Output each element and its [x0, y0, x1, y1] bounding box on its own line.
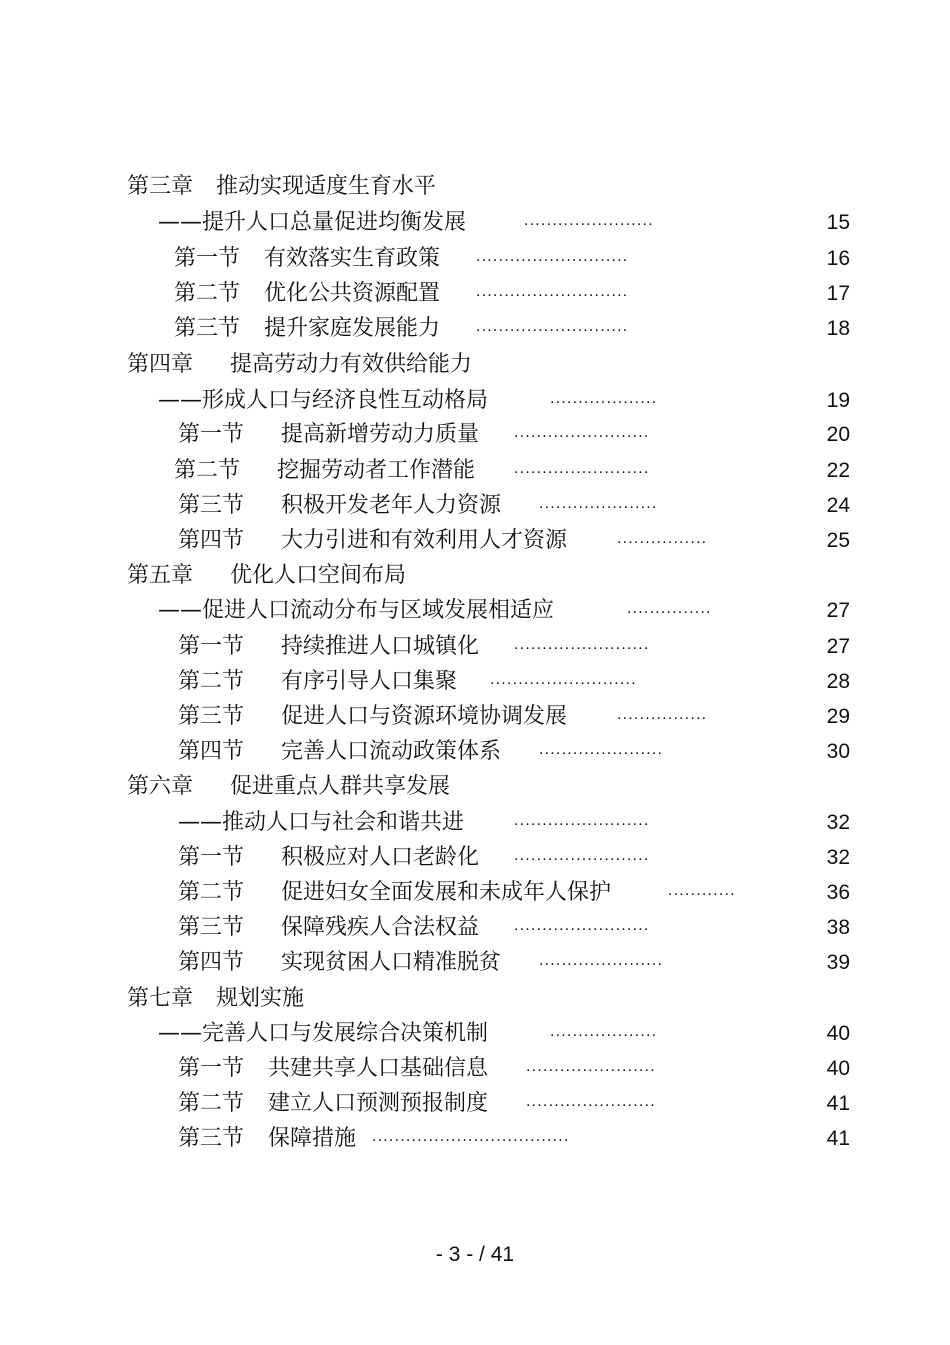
toc-page-number: 29 — [826, 705, 850, 728]
toc-dot-leader: ........................... — [476, 248, 629, 265]
toc-dot-leader: ................................... — [372, 1128, 570, 1145]
toc-entry-number: 第二节 — [174, 281, 241, 306]
toc-dot-leader: ............ — [668, 882, 736, 899]
toc-entry-title: 有序引导人口集聚 — [281, 669, 458, 694]
toc-entry-number: 第三节 — [178, 1126, 245, 1151]
toc-entry-title: 优化公共资源配置 — [264, 281, 441, 306]
toc-dot-leader: ....................... — [524, 212, 654, 229]
toc-entry-number: 第二节 — [178, 880, 245, 905]
toc-dot-leader: ................... — [550, 1023, 658, 1040]
toc-entry-title: 有效落实生育政策 — [264, 246, 441, 271]
toc-dot-leader: ....................... — [526, 1058, 656, 1075]
toc-entry-number: 第三节 — [178, 915, 245, 940]
toc-entry-number: 第三节 — [178, 704, 245, 729]
toc-dot-leader: ....................... — [526, 1093, 656, 1110]
toc-entry-section[interactable] — [0, 1122, 950, 1156]
toc-entry-title: 保障措施 — [268, 1126, 357, 1151]
toc-dot-leader: ............... — [627, 600, 712, 617]
toc-page-number: 22 — [826, 459, 850, 482]
toc-page-number: 19 — [826, 389, 850, 412]
toc-entry-chapter[interactable] — [0, 770, 950, 804]
toc-page-number: 17 — [826, 282, 850, 305]
toc-dot-leader: ...................... — [539, 741, 664, 758]
toc-entry-chapter[interactable] — [0, 170, 950, 204]
toc-entry-number: 第一节 — [178, 634, 245, 659]
toc-entry-title: 实现贫困人口精准脱贫 — [281, 950, 502, 975]
toc-entry-number: 第一节 — [178, 845, 245, 870]
toc-entry-number: 第三节 — [174, 316, 241, 341]
toc-entry-title: 提高劳动力有效供给能力 — [230, 352, 473, 377]
toc-page-number: 16 — [826, 247, 850, 270]
toc-dot-leader: ........................... — [476, 283, 629, 300]
toc-entry-title: 大力引进和有效利用人才资源 — [281, 528, 568, 553]
toc-page-number: 41 — [826, 1092, 850, 1115]
toc-entry-section[interactable] — [0, 1052, 950, 1086]
toc-dot-leader: .......................... — [490, 671, 637, 688]
toc-page-number: 24 — [826, 494, 850, 517]
toc-entry-sub[interactable] — [0, 206, 950, 240]
toc-entry-number: 第一节 — [178, 422, 245, 447]
toc-entry-number: 第三节 — [178, 493, 245, 518]
toc-entry-section[interactable] — [0, 524, 950, 558]
toc-entry-section[interactable] — [0, 1087, 950, 1121]
toc-entry-number: 第四节 — [178, 528, 245, 553]
toc-entry-section[interactable] — [0, 876, 950, 910]
toc-entry-title: ——促进人口流动分布与区域发展相适应 — [158, 598, 555, 623]
toc-entry-title: ——提升人口总量促进均衡发展 — [158, 210, 467, 235]
toc-entry-section[interactable] — [0, 841, 950, 875]
toc-entry-number: 第一节 — [174, 246, 241, 271]
toc-dot-leader: ................ — [617, 530, 708, 547]
toc-entry-number: 第六章 — [127, 774, 194, 799]
toc-page-number: 27 — [826, 599, 850, 622]
toc-entry-title: 共建共享人口基础信息 — [268, 1056, 489, 1081]
toc-entry-number: 第五章 — [127, 563, 194, 588]
toc-page-number: 32 — [826, 846, 850, 869]
toc-dot-leader: ........................ — [514, 460, 650, 477]
toc-entry-section[interactable] — [0, 946, 950, 980]
toc-entry-title: 促进重点人群共享发展 — [230, 774, 451, 799]
toc-entry-number: 第二节 — [174, 458, 241, 483]
toc-entry-title: 挖掘劳动者工作潜能 — [277, 458, 476, 483]
toc-entry-chapter[interactable] — [0, 559, 950, 593]
toc-dot-leader: ........................ — [514, 917, 650, 934]
toc-page-number: 27 — [826, 635, 850, 658]
toc-entry-chapter[interactable] — [0, 348, 950, 382]
toc-entry-section[interactable] — [0, 489, 950, 523]
toc-dot-leader: ................ — [617, 706, 708, 723]
toc-entry-title: 促进妇女全面发展和未成年人保护 — [281, 880, 612, 905]
toc-entry-sub[interactable] — [0, 594, 950, 628]
toc-dot-leader: ........................ — [514, 424, 650, 441]
toc-entry-title: 完善人口流动政策体系 — [281, 739, 502, 764]
toc-entry-title: ——推动人口与社会和谐共进 — [178, 810, 465, 835]
toc-page-number: 40 — [826, 1057, 850, 1080]
toc-page-number: 28 — [826, 670, 850, 693]
toc-page-number: 38 — [826, 916, 850, 939]
toc-dot-leader: ........................... — [476, 318, 629, 335]
toc-entry-number: 第二节 — [178, 669, 245, 694]
toc-entry-title: 促进人口与资源环境协调发展 — [281, 704, 568, 729]
toc-entry-number: 第二节 — [178, 1091, 245, 1116]
toc-entry-sub[interactable] — [0, 384, 950, 418]
toc-dot-leader: ................... — [550, 390, 658, 407]
toc-entry-section[interactable] — [0, 418, 950, 452]
toc-entry-title: 积极开发老年人力资源 — [281, 493, 502, 518]
toc-entry-title: 规划实施 — [216, 986, 305, 1011]
toc-entry-title: 保障残疾人合法权益 — [281, 915, 480, 940]
toc-dot-leader: ........................ — [514, 636, 650, 653]
toc-dot-leader: ...................... — [539, 952, 664, 969]
toc-entry-number: 第四节 — [178, 739, 245, 764]
toc-entry-section[interactable] — [0, 735, 950, 769]
toc-entry-number: 第四章 — [127, 352, 194, 377]
toc-entry-chapter[interactable] — [0, 982, 950, 1016]
toc-page-number: 39 — [826, 951, 850, 974]
page-number-footer: - 3 - / 41 — [435, 1243, 515, 1266]
toc-entry-section[interactable] — [0, 312, 950, 346]
toc-page-number: 18 — [826, 317, 850, 340]
toc-page-number: 20 — [826, 423, 850, 446]
toc-entry-number: 第七章 — [127, 986, 194, 1011]
toc-entry-section[interactable] — [0, 665, 950, 699]
toc-entry-number: 第三章 — [127, 174, 194, 199]
toc-entry-sub[interactable] — [0, 1017, 950, 1051]
toc-page-number: 30 — [826, 740, 850, 763]
toc-page-number: 36 — [826, 881, 850, 904]
toc-dot-leader: ........................ — [514, 812, 650, 829]
toc-entry-section[interactable] — [0, 630, 950, 664]
toc-entry-section[interactable] — [0, 454, 950, 488]
toc-entry-title: 建立人口预测预报制度 — [268, 1091, 489, 1116]
toc-entry-title: 提高新增劳动力质量 — [281, 422, 480, 447]
toc-page-number: 15 — [826, 211, 850, 234]
toc-entry-title: ——形成人口与经济良性互动格局 — [158, 388, 489, 413]
toc-entry-number: 第一节 — [178, 1056, 245, 1081]
toc-page-number: 25 — [826, 529, 850, 552]
toc-entry-section[interactable] — [0, 277, 950, 311]
toc-entry-number: 第四节 — [178, 950, 245, 975]
toc-entry-section[interactable] — [0, 700, 950, 734]
toc-page-number: 40 — [826, 1022, 850, 1045]
toc-entry-sub[interactable] — [0, 806, 950, 840]
toc-entry-title: 优化人口空间布局 — [230, 563, 407, 588]
toc-entry-title: 持续推进人口城镇化 — [281, 634, 480, 659]
toc-entry-title: 提升家庭发展能力 — [264, 316, 441, 341]
toc-entry-section[interactable] — [0, 242, 950, 276]
toc-entry-title: 积极应对人口老龄化 — [281, 845, 480, 870]
toc-page-number: 41 — [826, 1127, 850, 1150]
toc-entry-title: 推动实现适度生育水平 — [216, 174, 437, 199]
toc-entry-section[interactable] — [0, 911, 950, 945]
toc-entry-title: ——完善人口与发展综合决策机制 — [158, 1021, 489, 1046]
toc-page-number: 32 — [826, 811, 850, 834]
toc-dot-leader: ..................... — [539, 495, 658, 512]
toc-dot-leader: ........................ — [514, 847, 650, 864]
